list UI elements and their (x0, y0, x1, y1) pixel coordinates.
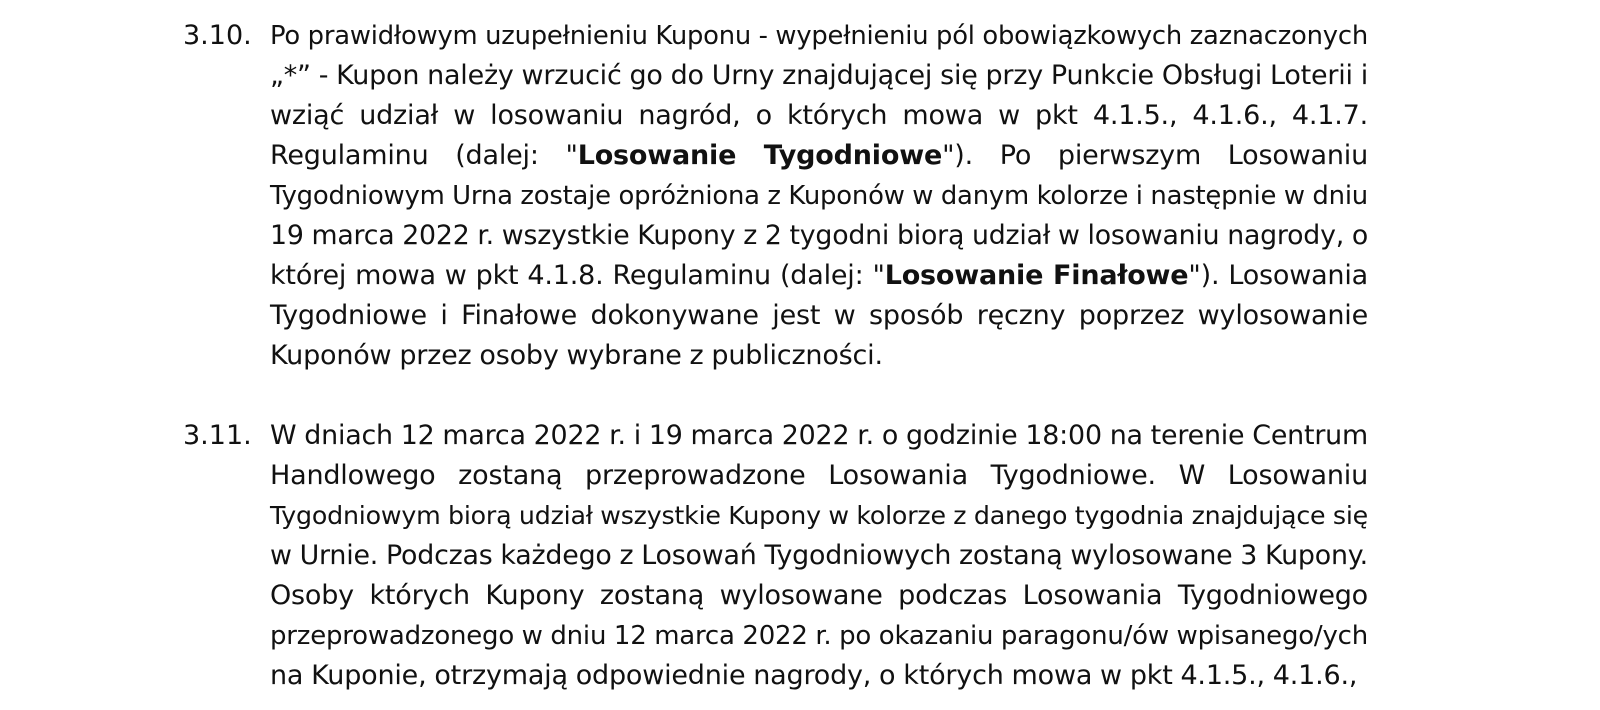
text-segment: 19 marca 2022 r. wszystkie Kupony z 2 tygodni biorą udział w losowaniu nagrody, o (270, 220, 1368, 251)
text-segment: „*” - Kupon należy wrzucić go do Urny znajdującej się przy Punkcie Obsługi Loterii i (270, 60, 1368, 91)
clause-number: 3.10. (183, 20, 252, 51)
text-segment: której mowa w pkt 4.1.8. Regulaminu (dalej: " (270, 260, 885, 291)
text-segment: Regulaminu (dalej: " (270, 140, 578, 171)
text-segment: w Urnie. Podczas każdego z Losowań Tygodniowych zostaną wylosowane 3 Kupony. (270, 540, 1368, 571)
text-segment: Po prawidłowym uzupełnieniu Kuponu - wypełnieniu pól obowiązkowych zaznaczonych (270, 21, 1368, 51)
text-line (270, 336, 1368, 376)
text-segment: "). Losowania (1188, 260, 1368, 291)
text-segment: przeprowadzonego w dniu 12 marca 2022 r. po okazaniu paragonu/ów wpisanego/ych (270, 621, 1368, 651)
text-line (270, 616, 1368, 656)
text-line (270, 96, 1368, 136)
text-line (270, 536, 1368, 576)
text-line (270, 176, 1368, 216)
bold-term: Losowanie Tygodniowe (577, 140, 943, 171)
text-segment: na Kuponie, otrzymają odpowiednie nagrody, o których mowa w pkt 4.1.5., 4.1.6., (270, 660, 1358, 691)
text-segment: Osoby których Kupony zostaną wylosowane podczas Losowania Tygodniowego (270, 580, 1368, 611)
bold-term: Losowanie Finałowe (884, 260, 1189, 291)
text-segment: Kuponów przez osoby wybrane z publiczności. (270, 340, 883, 371)
text-line (270, 216, 1368, 256)
clause-body (270, 16, 1368, 376)
text-line (270, 456, 1368, 496)
text-line (270, 56, 1368, 96)
text-line (270, 416, 1368, 456)
text-segment: wziąć udział w losowaniu nagród, o których mowa w pkt 4.1.5., 4.1.6., 4.1.7. (270, 100, 1368, 131)
text-line (270, 136, 1368, 176)
text-segment: "). Po pierwszym Losowaniu (942, 140, 1368, 171)
text-segment: Handlowego zostaną przeprowadzone Losowania Tygodniowe. W Losowaniu (270, 460, 1368, 491)
text-line (270, 296, 1368, 336)
text-line (270, 576, 1368, 616)
text-segment: W dniach 12 marca 2022 r. i 19 marca 2022 r. o godzinie 18:00 na terenie Centrum (270, 420, 1368, 451)
text-line (270, 496, 1368, 536)
clause-body (270, 416, 1368, 696)
text-line (270, 656, 1368, 696)
clause-number: 3.11. (183, 420, 252, 451)
text-segment: Tygodniowym biorą udział wszystkie Kupony w kolorze z danego tygodnia znajdujące się (270, 501, 1368, 530)
text-segment: Tygodniowym Urna zostaje opróżniona z Kuponów w danym kolorze i następnie w dniu (270, 181, 1368, 211)
text-line (270, 256, 1368, 296)
text-line (270, 16, 1368, 56)
text-segment: Tygodniowe i Finałowe dokonywane jest w sposób ręczny poprzez wylosowanie (270, 300, 1368, 331)
